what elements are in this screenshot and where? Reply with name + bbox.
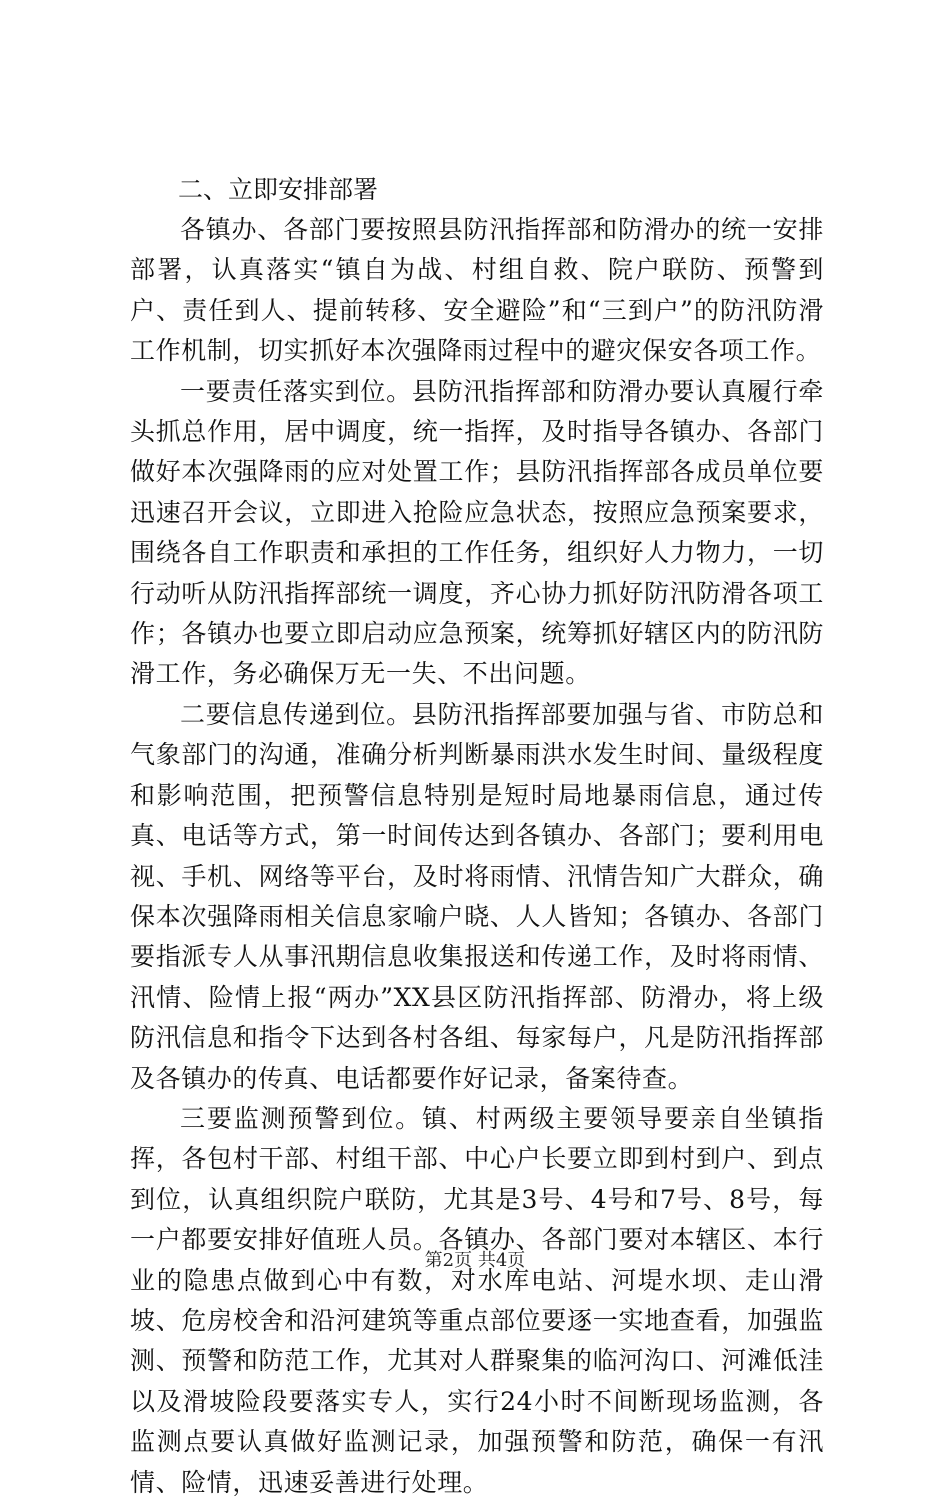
page-number-footer: 第2页 共4页 xyxy=(424,1250,526,1271)
paragraph-monitoring: 三要监测预警到位。镇、村两级主要领导要亲自坐镇指挥，各包村干部、村组干部、中心户长要立即到村到户、到点到位，认真组织院户联防，尤其是3号、4号和7号、8号，每一户都要安排好值班人员。各镇办、各部门要对本辖区、本行业的隐患点做到心中有数，对水库电站、河堤水坝、走山滑坡、危房校舍和沿河建筑等重点部位要逐一实地查看，加强监测、预警和防范工作，尤其对人群聚集的临河沟口、河滩低洼以及滑坡险段要落实专人，实行24小时不间断现场监测，各监测点要认真做好监测记录，加强预警和防范，确保一有汛情、险情，迅速妥善进行处理。 xyxy=(130,1103,824,1497)
paragraph-responsibility: 一要责任落实到位。县防汛指挥部和防滑办要认真履行牵头抓总作用，居中调度，统一指挥，及时指导各镇办、各部门做好本次强降雨的应对处置工作；县防汛指挥部各成员单位要迅速召开会议，立即进入抢险应急状态，按照应急预案要求，围绕各自工作职责和承担的工作任务，组织好人力物力，一切行动听从防汛指挥部统一调度，齐心协力抓好防汛防滑各项工作；各镇办也要立即启动应急预案，统筹抓好辖区内的防汛防滑工作，务必确保万无一失、不出问题。 xyxy=(130,376,824,689)
document-body xyxy=(130,170,824,1503)
paragraph-intro: 各镇办、各部门要按照县防汛指挥部和防滑办的统一安排部署，认真落实“镇自为战、村组自救、院户联防、预警到户、责任到人、提前转移、安全避险”和“三到户”的防汛防滑工作机制，切实抓好本次强降雨过程中的避灾保安各项工作。 xyxy=(130,215,824,366)
section-heading: 二、立即安排部署 xyxy=(178,175,379,204)
paragraph-information: 二要信息传递到位。县防汛指挥部要加强与省、市防总和气象部门的沟通，准确分析判断暴雨洪水发生时间、量级程度和影响范围，把预警信息特别是短时局地暴雨信息，通过传真、电话等方式，第一时间传达到各镇办、各部门；要利用电视、手机、网络等平台，及时将雨情、汛情告知广大群众，确保本次强降雨相关信息家喻户晓、人人皆知；各镇办、各部门要指派专人从事汛期信息收集报送和传递工作，及时将雨情、汛情、险情上报“两办”XX县区防汛指挥部、防滑办，将上级防汛信息和指令下达到各村各组、每家每户，凡是防汛指挥部及各镇办的传真、电话都要作好记录，备案待查。 xyxy=(130,699,824,1093)
